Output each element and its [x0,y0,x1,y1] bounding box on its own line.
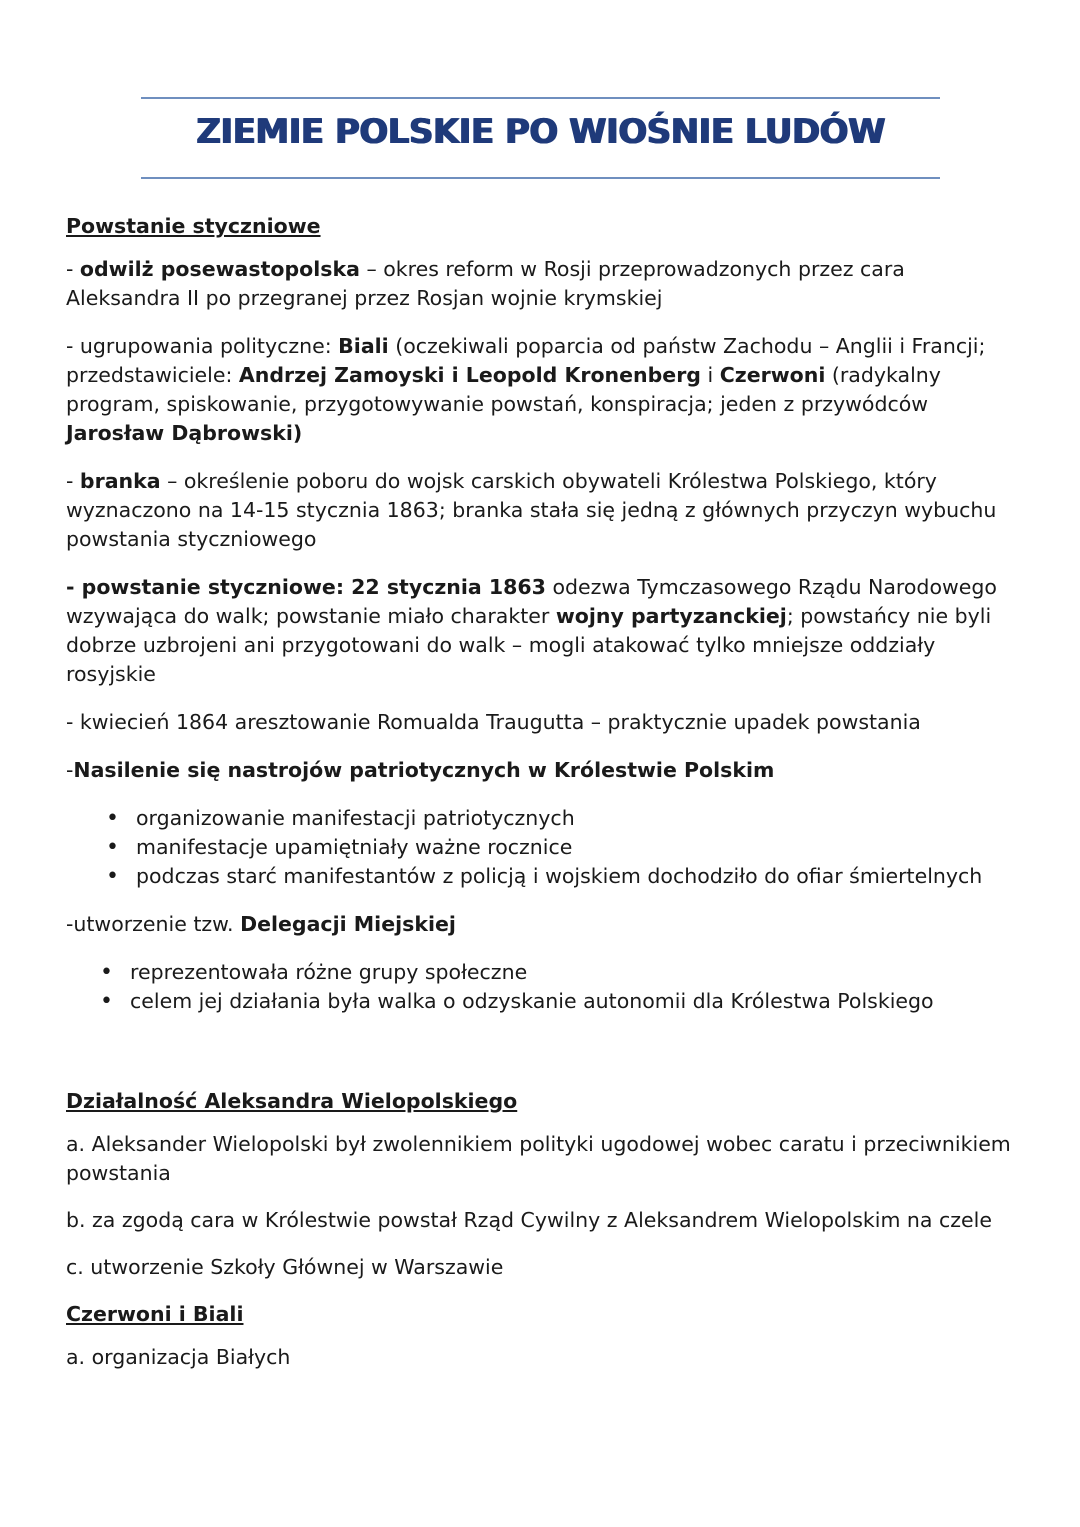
paragraph-powstanie: - powstanie styczniowe: 22 stycznia 1863 odezwa Tymczasowego Rządu Narodowego wzywająca do walk; powstanie miało charakter wojny partyzanckiej; powstańcy nie byli dobrze uzbrojeni ani przygotowani do walk – mogli atakować tylko mniejsze oddziały rosyjskie [66,575,997,686]
list-item: • manifestacje upamiętniały ważne rocznice [66,833,1016,862]
list-item: • reprezentowała różne grupy społeczne [66,958,1016,987]
bullet-list-manifestacje [66,804,1016,891]
document-body [66,212,1016,1390]
list-item: • podczas starć manifestantów z policją i wojskiem dochodziło do ofiar śmiertelnych [66,862,1016,891]
paragraph-odwilz: - odwilż posewastopolska – okres reform w Rosji przeprowadzonych przez cara Aleksandra II po przegranej przez Rosjan wojnie krymskiej [66,257,905,310]
list-item: • celem jej działania była walka o odzyskanie autonomii dla Królestwa Polskiego [66,987,1016,1016]
page-title: ZIEMIE POLSKIE PO WIOŚNIE LUDÓW [196,112,885,152]
paragraph-kwiecien: - kwiecień 1864 aresztowanie Romualda Traugutta – praktycznie upadek powstania [66,710,921,734]
paragraph-delegacja: -utworzenie tzw. Delegacji Miejskiej [66,912,456,936]
section-heading-wielopolski: Działalność Aleksandra Wielopolskiego [66,1089,518,1113]
title-rule-top [141,97,940,99]
title-rule-bottom [141,177,940,179]
paragraph-branka: - branka – określenie poboru do wojsk carskich obywateli Królestwa Polskiego, który wyznaczono na 14-15 stycznia 1863; branka stała się jedną z głównych przyczyn wybuchu powstania styczniowego [66,469,997,551]
paragraph-nasilenie: -Nasilenie się nastrojów patriotycznych w Królestwie Polskim [66,758,775,782]
list-item: c. utworzenie Szkoły Głównej w Warszawie [66,1255,504,1279]
section-heading-powstanie: Powstanie styczniowe [66,214,321,238]
spacer [66,1035,1016,1087]
paragraph-ugrupowania: - ugrupowania polityczne: Biali (oczekiwali poparcia od państw Zachodu – Anglii i Francji; przedstawiciele: Andrzej Zamoyski i Leopold Kronenberg i Czerwoni (radykalny program, spiskowanie, przygotowywanie powstań, konspiracja; jeden z przywódców Jarosław Dąbrowski) [66,334,986,445]
bullet-list-delegacja [66,958,1016,1016]
list-item: • organizowanie manifestacji patriotycznych [66,804,1016,833]
section-heading-czerwoni-biali: Czerwoni i Biali [66,1302,244,1326]
list-item: a. Aleksander Wielopolski był zwolennikiem polityki ugodowej wobec caratu i przeciwnikiem powstania [66,1132,1011,1185]
list-item: b. za zgodą cara w Królestwie powstał Rząd Cywilny z Aleksandrem Wielopolskim na czele [66,1208,992,1232]
list-item: a. organizacja Białych [66,1345,291,1369]
